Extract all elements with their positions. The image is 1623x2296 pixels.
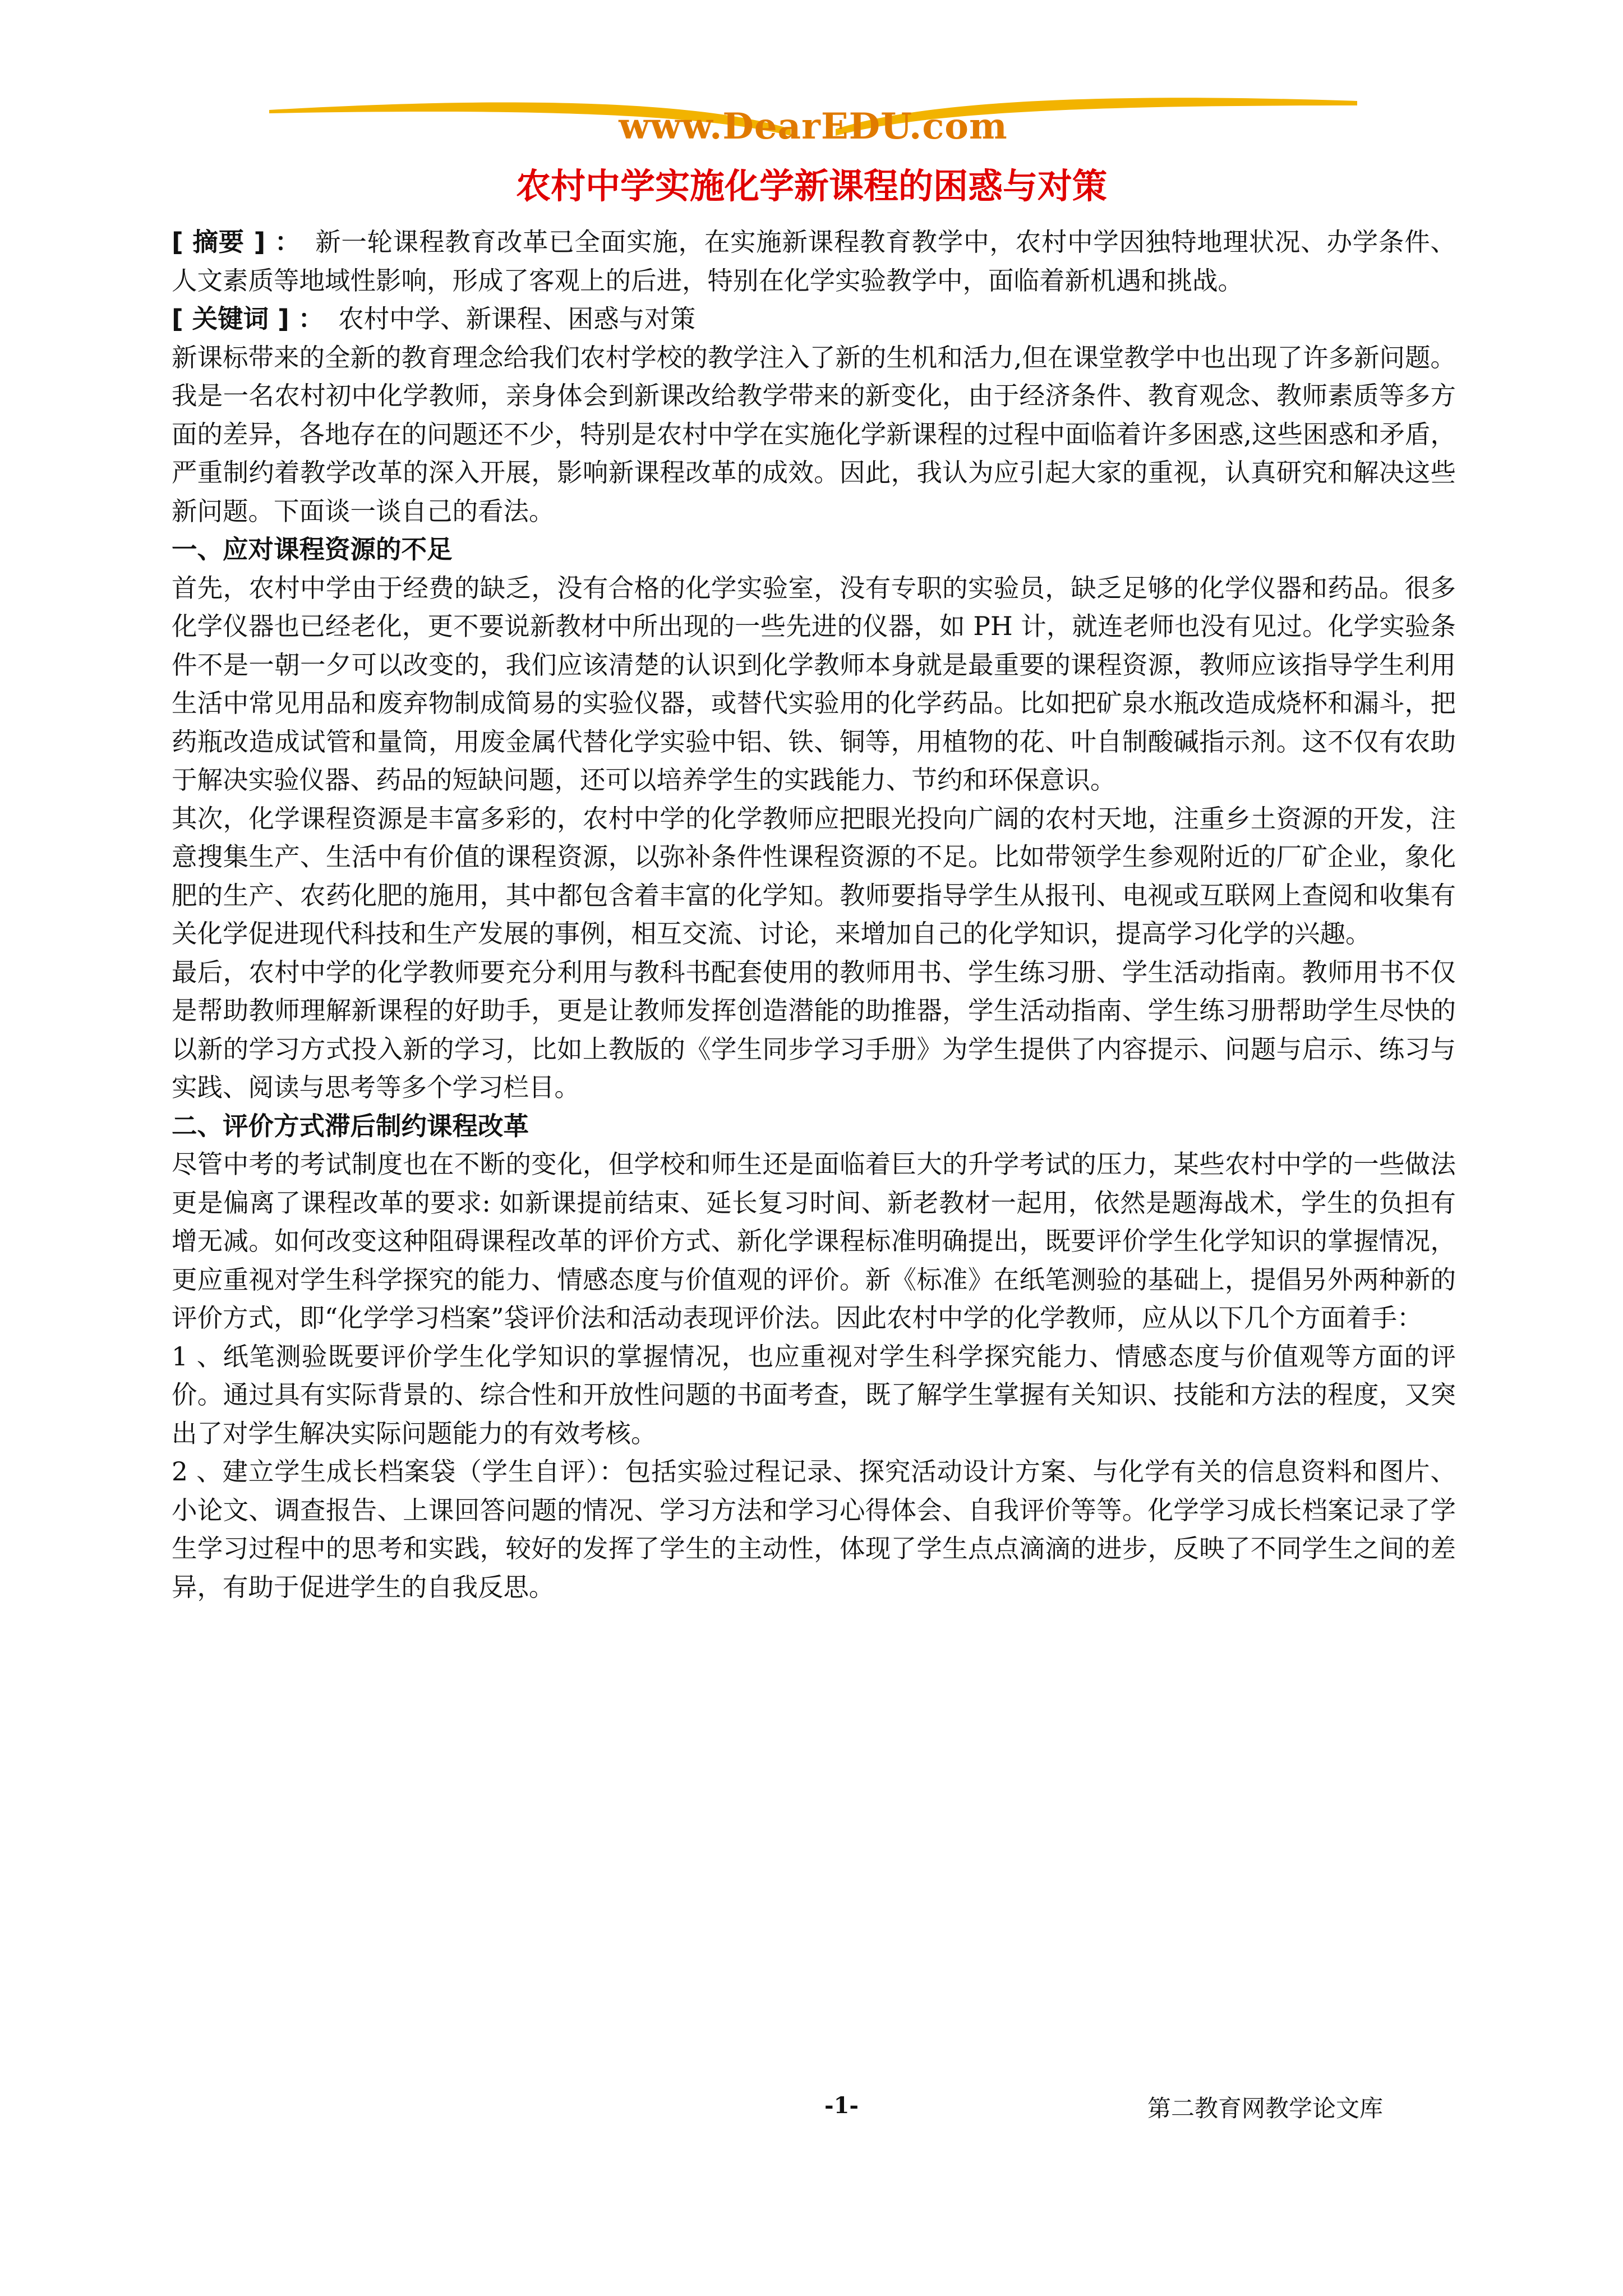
site-banner[interactable] xyxy=(269,90,1357,163)
section-1-paragraph-3: 最后，农村中学的化学教师要充分利用与教科书配套使用的教师用书、学生练习册、学生活动指南。教师用书不仅是帮助教师理解新课程的好助手，更是让教师发挥创造潜能的助推器，学生活动指南、学生练习册帮助学生尽快的以新的学习方式投入新的学习，比如上教版的《学生同步学习手册》为学生提供了内容提示、问题与启示、练习与实践、阅读与思考等多个学习栏目。 xyxy=(172,957,1456,1102)
intro-paragraph: 新课标带来的全新的教育理念给我们农村学校的教学注入了新的生机和活力,但在课堂教学中也出现了许多新问题。我是一名农村初中化学教师，亲身体会到新课改给教学带来的新变化，由于经济条件、教育观念、教师素质等多方面的差异，各地存在的问题还不少，特别是农村中学在实施化学新课程的过程中面临着许多困惑,这些困惑和矛盾，严重制约着教学改革的深入开展，影响新课程改革的成效。因此，我认为应引起大家的重视，认真研究和解决这些新问题。下面谈一谈自己的看法。 xyxy=(172,342,1456,526)
section-1-heading: 一、应对课程资源的不足 xyxy=(172,535,453,564)
page-number: -1- xyxy=(824,2092,859,2119)
abstract-label: [ 摘要 ] ： xyxy=(172,227,301,257)
section-2-paragraph-1: 尽管中考的考试制度也在不断的变化，但学校和师生还是面临着巨大的升学考试的压力，某些农村中学的一些做法更是偏离了课程改革的要求: 如新课提前结束、延长复习时间、新老教材一起用，依然是题海战术，学生的负担有增无减。如何改变这种阻碍课程改革的评价方式、新化学课程标准明确提出，既要评价学生化学知识的掌握情况，更应重视对学生科学探究的能力、情感态度与价值观的评价。新《标准》在纸笔测验的基础上，提倡另外两种新的评价方式，即“化学学习档案”袋评价法和活动表现评价法。因此农村中学的化学教师，应从以下几个方面着手： xyxy=(172,1149,1456,1333)
section-2-heading: 二、评价方式滞后制约课程改革 xyxy=(172,1111,529,1141)
section-1-paragraph-2: 其次，化学课程资源是丰富多彩的，农村中学的化学教师应把眼光投向广阔的农村天地，注重乡土资源的开发，注意搜集生产、生活中有价值的课程资源，以弥补条件性课程资源的不足。比如带领学生参观附近的厂矿企业，象化肥的生产、农药化肥的施用，其中都包含着丰富的化学知。教师要指导学生从报刊、电视或互联网上查阅和收集有关化学促进现代科技和生产发展的事例，相互交流、讨论，来增加自己的化学知识，提高学习化学的兴趣。 xyxy=(172,803,1456,949)
site-url[interactable]: www.DearEDU.com xyxy=(619,105,1008,148)
section-2-item-1: 1 、纸笔测验既要评价学生化学知识的掌握情况，也应重视对学生科学探究能力、情感态度与价值观等方面的评价。通过具有实际背景的、综合性和开放性问题的书面考查，既了解学生掌握有关知识、技能和方法的程度，又突出了对学生解决实际问题能力的有效考核。 xyxy=(172,1341,1456,1448)
keywords-label: [ 关键词 ] ： xyxy=(172,304,324,334)
keywords-text: 农村中学、新课程、困惑与对策 xyxy=(338,304,696,334)
abstract-text: 新一轮课程教育改革已全面实施，在实施新课程教育教学中，农村中学因独特地理状况、办学条件、人文素质等地域性影响，形成了客观上的后进，特别在化学实验教学中，面临着新机遇和挑战。 xyxy=(172,227,1456,296)
article-body xyxy=(172,223,1456,1607)
footer-site-name: 第二教育网教学论文库 xyxy=(1147,2095,1384,2122)
keywords-paragraph xyxy=(172,300,1456,339)
section-2-item-2: 2 、建立学生成长档案袋（学生自评）：包括实验过程记录、探究活动设计方案、与化学有关的信息资料和图片、小论文、调查报告、上课回答问题的情况、学习方法和学习心得体会、自我评价等等。化学学习成长档案记录了学生学习过程中的思考和实践，较好的发挥了学生的主动性，体现了学生点点滴滴的进步，反映了不同学生之间的差异，有助于促进学生的自我反思。 xyxy=(172,1457,1456,1602)
page-title: 农村中学实施化学新课程的困惑与对策 xyxy=(515,165,1107,206)
section-1-paragraph-1: 首先，农村中学由于经费的缺乏，没有合格的化学实验室，没有专职的实验员，缺乏足够的化学仪器和药品。很多化学仪器也已经老化，更不要说新教材中所出现的一些先进的仪器，如 PH 计，就连老师也没有见过。化学实验条件不是一朝一夕可以改变的，我们应该清楚的认识到化学教师本身就是最重要的课程资源，教师应该指导学生利用生活中常见用品和废弃物制成简易的实验仪器，或替代实验用的化学药品。比如把矿泉水瓶改造成烧杯和漏斗，把药瓶改造成试管和量筒，用废金属代替化学实验中铝、铁、铜等，用植物的花、叶自制酸碱指示剂。这不仅有农助于解决实验仪器、药品的短缺问题，还可以培养学生的实践能力、节约和环保意识。 xyxy=(172,573,1456,795)
abstract-paragraph xyxy=(172,223,1456,300)
